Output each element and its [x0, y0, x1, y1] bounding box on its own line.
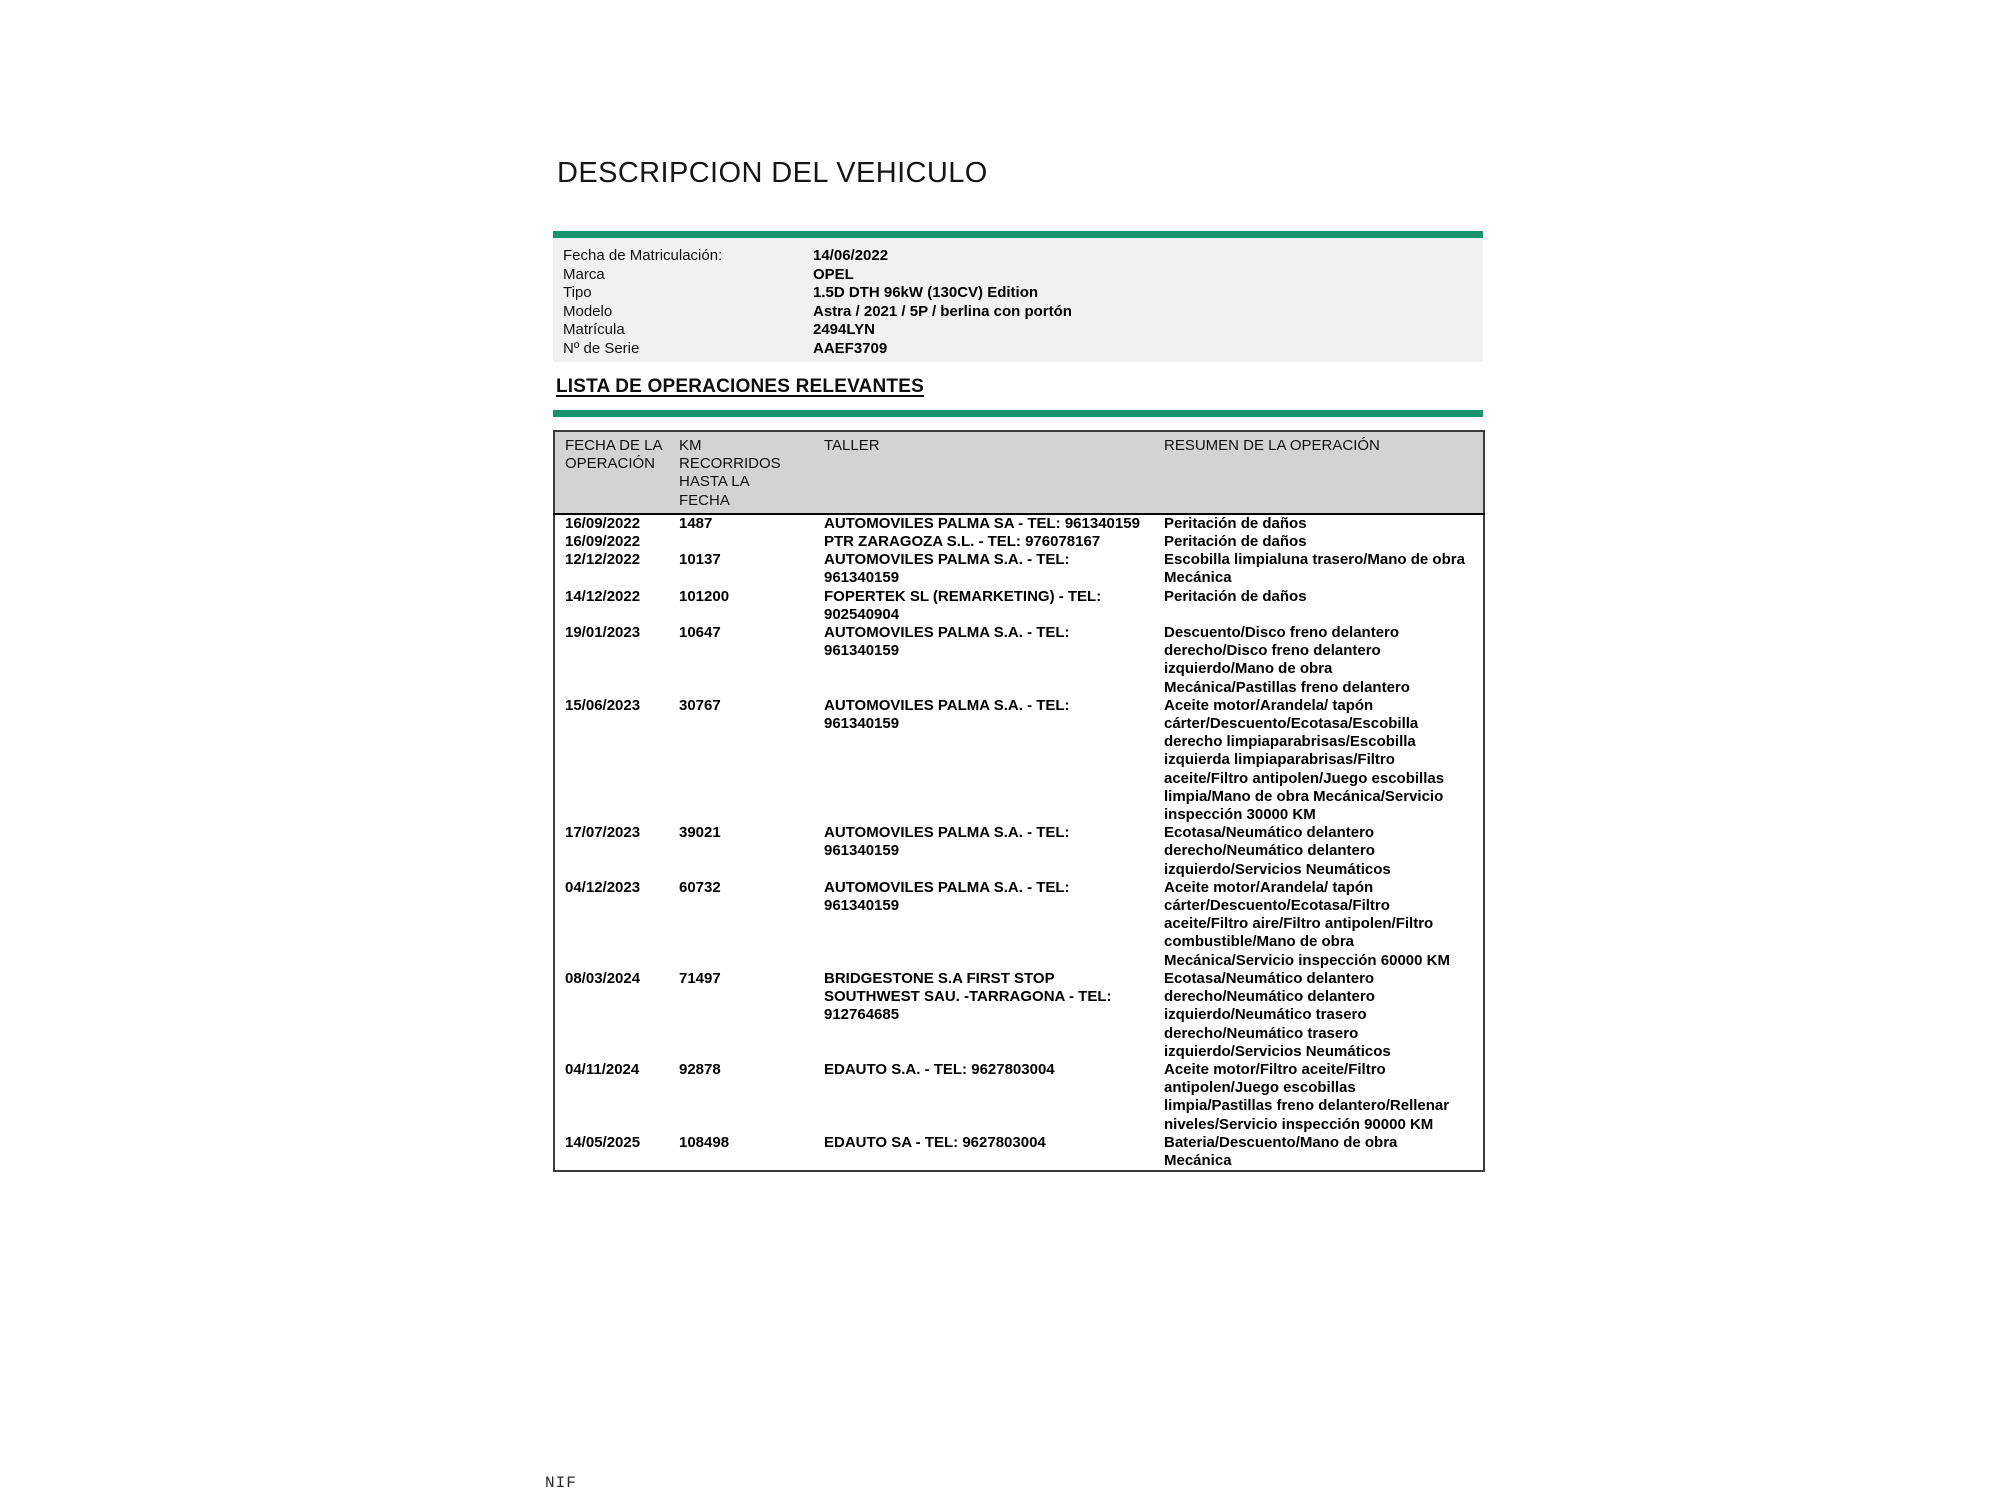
field-label: Modelo [563, 302, 613, 320]
cell-resumen: Aceite motor/Arandela/ tapón cárter/Descuento/Ecotasa/Escobilla derecho limpiaparabrisas/Escobilla izquierda limpiaparabrisas/Filtro aceite/Filtro antipolen/Juego escobillas limpia/Mano de obra Mecánica/Servicio inspección 30000 KM [1164, 696, 1445, 824]
cell-taller: AUTOMOVILES PALMA S.A. - TEL: 961340159 [824, 824, 1070, 860]
table-row [554, 1061, 1484, 1134]
cell-fecha: 12/12/2022 [565, 551, 641, 569]
table-row [554, 588, 1484, 624]
cell-resumen: Aceite motor/Arandela/ tapón cárter/Descuento/Ecotasa/Filtro aceite/Filtro aire/Filtro antipolen/Filtro combustible/Mano de obra Mecánica/Servicio inspección 60000 KM [1164, 878, 1450, 969]
cell-resumen: Escobilla limpialuna trasero/Mano de obra Mecánica [1164, 551, 1465, 587]
cell-km: 39021 [679, 824, 721, 842]
cell-taller: AUTOMOVILES PALMA S.A. - TEL: 961340159 [824, 624, 1070, 660]
vehicle-field-row [563, 284, 1483, 303]
page-title: DESCRIPCION DEL VEHICULO [557, 157, 988, 189]
cell-taller: AUTOMOVILES PALMA S.A. - TEL: 961340159 [824, 696, 1070, 733]
cell-taller: AUTOMOVILES PALMA S.A. - TEL: 961340159 [824, 878, 1070, 915]
cell-fecha: 04/12/2023 [565, 878, 641, 896]
cell-km: 30767 [679, 696, 721, 714]
field-value: AAEF3709 [813, 339, 888, 357]
table-row [554, 824, 1484, 879]
cell-fecha: 14/12/2022 [565, 587, 641, 605]
cell-taller: AUTOMOVILES PALMA SA - TEL: 961340159 [824, 514, 1140, 532]
cell-fecha: 16/09/2022 [565, 533, 641, 551]
cell-taller: EDAUTO SA - TEL: 9627803004 [824, 1133, 1046, 1151]
vehicle-field-row [563, 321, 1483, 340]
field-value: 2494LYN [813, 321, 875, 338]
cell-resumen: Peritación de daños [1164, 587, 1307, 605]
accent-bar-vehicle [553, 231, 1483, 238]
cell-resumen: Descuento/Disco freno delantero derecho/Disco freno delantero izquierdo/Mano de obra Mecánica/Pastillas freno delantero [1164, 624, 1410, 696]
cell-resumen: Ecotasa/Neumático delantero derecho/Neumático delantero izquierdo/Servicios Neumáticos [1164, 824, 1391, 878]
cell-km: 92878 [679, 1060, 721, 1078]
cell-resumen: Aceite motor/Filtro aceite/Filtro antipolen/Juego escobillas limpia/Pastillas freno delantero/Rellenar niveles/Servicio inspección 90000 KM [1164, 1060, 1450, 1133]
column-header: KM RECORRIDOS HASTA LA FECHA [679, 431, 824, 514]
cell-km: 108498 [679, 1133, 730, 1151]
operations-table-body [554, 514, 1484, 1171]
operations-table-header [554, 431, 1484, 514]
operations-table [553, 430, 1485, 1172]
vehicle-field-row [563, 340, 1483, 359]
field-label: Fecha de Matriculación: [563, 247, 723, 264]
cell-taller: FOPERTEK SL (REMARKETING) - TEL: 902540904 [824, 587, 1102, 623]
table-row [554, 970, 1484, 1061]
cell-km: 60732 [679, 878, 721, 896]
cell-km [679, 533, 824, 551]
cell-fecha: 15/06/2023 [565, 696, 641, 714]
field-value: OPEL [813, 265, 854, 283]
cell-taller: PTR ZARAGOZA S.L. - TEL: 976078167 [824, 533, 1101, 551]
vehicle-info-box [553, 238, 1483, 362]
field-value: 1.5D DTH 96kW (130CV) Edition [813, 284, 1039, 301]
vehicle-field-row [563, 266, 1483, 285]
cell-km: 71497 [679, 969, 721, 987]
vehicle-field-row [563, 247, 1483, 266]
cell-taller: AUTOMOVILES PALMA S.A. - TEL: 961340159 [824, 551, 1070, 587]
nif-label: NIF [545, 1474, 577, 1492]
cell-fecha: 08/03/2024 [565, 969, 641, 987]
vehicle-fields [563, 247, 1483, 358]
field-label: Nº de Serie [563, 339, 640, 357]
cell-taller: BRIDGESTONE S.A FIRST STOP SOUTHWEST SAU. -TARRAGONA - TEL: 912764685 [824, 969, 1112, 1024]
cell-resumen: Bateria/Descuento/Mano de obra Mecánica [1164, 1133, 1398, 1169]
field-label: Matrícula [563, 321, 625, 338]
cell-fecha: 04/11/2024 [565, 1060, 640, 1078]
cell-km: 10137 [679, 551, 721, 569]
cell-km: 101200 [679, 587, 730, 605]
field-value: 14/06/2022 [813, 247, 889, 264]
cell-km: 10647 [679, 624, 721, 642]
table-row [554, 551, 1484, 587]
cell-resumen: Peritación de daños [1164, 533, 1307, 551]
table-row [554, 1134, 1484, 1171]
column-header: FECHA DE LA OPERACIÓN [554, 431, 679, 514]
cell-fecha: 19/01/2023 [565, 624, 641, 642]
cell-taller: EDAUTO S.A. - TEL: 9627803004 [824, 1060, 1055, 1078]
table-row [554, 879, 1484, 970]
cell-fecha: 17/07/2023 [565, 824, 641, 842]
accent-bar-operations [553, 410, 1483, 417]
field-value: Astra / 2021 / 5P / berlina con portón [813, 302, 1072, 320]
header-row [554, 431, 1484, 514]
vehicle-field-row [563, 303, 1483, 322]
column-header: TALLER [824, 431, 1164, 514]
cell-km: 1487 [679, 514, 713, 532]
field-label: Marca [563, 265, 605, 283]
cell-resumen: Ecotasa/Neumático delantero derecho/Neumático delantero izquierdo/Neumático trasero derecho/Neumático trasero izquierdo/Servicios Neumáticos [1164, 969, 1391, 1060]
table-row [554, 697, 1484, 824]
column-header: RESUMEN DE LA OPERACIÓN [1164, 431, 1484, 514]
table-row [554, 514, 1484, 533]
cell-resumen: Peritación de daños [1164, 514, 1307, 532]
operations-heading: LISTA DE OPERACIONES RELEVANTES [556, 376, 924, 397]
cell-fecha: 14/05/2025 [565, 1133, 641, 1151]
field-label: Tipo [563, 284, 592, 301]
table-row [554, 624, 1484, 697]
cell-fecha: 16/09/2022 [565, 514, 641, 532]
table-row [554, 533, 1484, 551]
